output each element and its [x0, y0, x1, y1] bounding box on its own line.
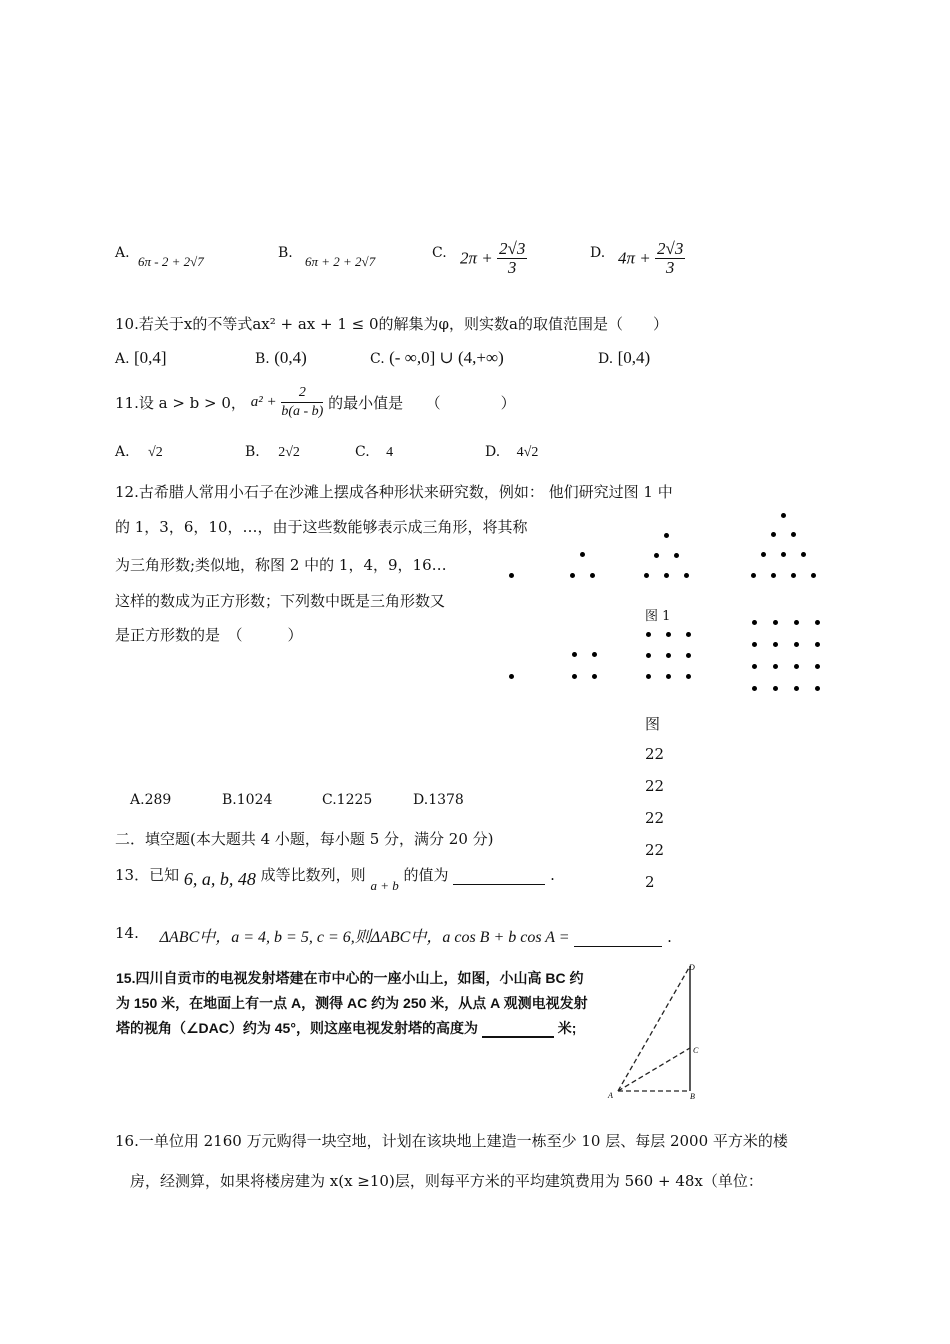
point-c-label: C [693, 1046, 699, 1055]
option-label: D. [413, 792, 429, 808]
option-value: 2√2 [278, 445, 300, 460]
point-d-label: D [689, 963, 695, 972]
stone [572, 652, 577, 657]
expr-lead: 4π + [618, 248, 651, 268]
q12-line-2: 的 1，3，6，10，…，由于这些数能够表示成三角形，将其称 [115, 518, 528, 536]
line-ac [618, 1048, 690, 1091]
stone [773, 686, 778, 691]
option-label: B. [278, 245, 293, 261]
q16-line-2: 房，经测算，如果将楼房建为 x(x ≥10)层，则每平方米的平均建筑费用为 560 + 48x（单位： [130, 1172, 763, 1190]
q12-line-1: 12.古希腊人常用小石子在沙滩上摆成各种形状来研究数，例如： 他们研究过图 1 中 [115, 483, 673, 501]
stone [592, 674, 597, 679]
q13-end: . [550, 866, 555, 884]
q9-option-a-expr: 6π - 2 + 2√7 [138, 254, 204, 269]
option-value: (0,4) [274, 348, 307, 367]
option-value: 1378 [428, 792, 464, 808]
option-label: A. [115, 444, 130, 460]
option-label: C. [322, 792, 337, 808]
stone [646, 674, 651, 679]
q11-option-b [245, 444, 300, 461]
figure-1-label: 图 1 [645, 609, 671, 624]
q15-line-2: 为 150 米，在地面上有一点 A，测得 AC 约为 250 米，从点 A 观测电视发射 [116, 995, 588, 1011]
q15-line-1: 15.四川自贡市的电视发射塔建在市中心的一座小山上，如图，小山高 BC 约 [116, 970, 584, 986]
q11-fraction [281, 384, 323, 421]
option-label: C. [355, 444, 370, 460]
option-value: √2 [148, 445, 163, 460]
stone [771, 532, 776, 537]
q12-line-5: 是正方形数的是 （ ） [115, 626, 303, 644]
stone [644, 573, 649, 578]
stone [811, 573, 816, 578]
q13-sequence: 6, a, b, 48 [183, 869, 256, 889]
section-2-title: 二．填空题(本大题共 4 小题，每小题 5 分，满分 20 分) [115, 830, 494, 848]
q13-answer-blank[interactable] [453, 866, 545, 885]
stone [580, 552, 585, 557]
stone [773, 620, 778, 625]
fraction [655, 240, 685, 277]
stone [646, 653, 651, 658]
q9-option-a [115, 243, 130, 261]
stone [761, 552, 766, 557]
stone [794, 686, 799, 691]
q11-prefix: 11.设 a > b > 0， [115, 394, 246, 412]
figure-2-label-line: 22 [645, 745, 665, 763]
fraction-numerator: 2√3 [657, 239, 684, 258]
fraction-denominator: 3 [665, 258, 675, 277]
stone [815, 686, 820, 691]
q14-end: . [667, 928, 672, 946]
q9-option-c [432, 243, 447, 261]
option-value: [0,4) [617, 348, 651, 367]
option-label: A. [115, 245, 130, 261]
stone [752, 686, 757, 691]
option-label: B. [255, 351, 270, 367]
q12-option-c [322, 792, 372, 808]
stone [686, 632, 691, 637]
option-label: D. [590, 245, 606, 261]
q14-text: ΔABC中，a = 4, b = 5, c = 6,则ΔABC中，a cos B + b cos A = [159, 929, 570, 946]
option-value: (- ∞,0] ∪ (4,+∞) [389, 348, 504, 367]
option-label: B. [222, 792, 237, 808]
q11-option-a [115, 444, 163, 461]
q10-option-c [370, 348, 504, 368]
stone [752, 664, 757, 669]
fraction-numerator: 2√3 [499, 239, 526, 258]
stone [794, 642, 799, 647]
stone [646, 632, 651, 637]
fraction-numerator: 2 [281, 384, 323, 403]
option-value: 4√2 [516, 445, 539, 460]
q14-number: 14. [115, 924, 139, 942]
q15-unit: 米; [557, 1020, 577, 1036]
q10-stem: 10.若关于x的不等式ax² + ax + 1 ≤ 0的解集为φ，则实数a的取值范围是（ ） [115, 315, 668, 333]
stone [666, 632, 671, 637]
option-label: B. [245, 444, 260, 460]
q13-mid: 成等比数列，则 [260, 866, 366, 884]
q10-option-d [598, 348, 650, 368]
stone [752, 642, 757, 647]
stone [572, 674, 577, 679]
q12-option-a [130, 792, 171, 808]
fraction [497, 240, 527, 277]
stone [815, 642, 820, 647]
stone [781, 552, 786, 557]
q9-option-b-expr: 6π + 2 + 2√7 [305, 254, 376, 269]
q14 [115, 924, 672, 947]
stone [509, 573, 514, 578]
stone [666, 674, 671, 679]
point-a-label: A [608, 1091, 613, 1100]
option-label: C. [370, 351, 385, 367]
option-value: 4 [386, 445, 394, 460]
stone [570, 573, 575, 578]
stone [654, 553, 659, 558]
q9-option-d-expr [618, 240, 685, 277]
figure-2-label-line: 22 [645, 841, 665, 859]
fraction-denominator: 3 [507, 258, 517, 277]
stone [781, 513, 786, 518]
stone [801, 552, 806, 557]
option-value: 1225 [336, 792, 373, 808]
q11-suffix: 的最小值是 （ ） [328, 394, 516, 412]
q10-option-a [115, 348, 167, 368]
q11-option-d [485, 444, 538, 461]
q12-option-b [222, 792, 272, 808]
q11-expr-lead: a² + [250, 394, 277, 410]
stone [815, 620, 820, 625]
stone [686, 653, 691, 658]
fraction-denominator: b(a - b) [281, 404, 324, 419]
q14-answer-blank[interactable] [574, 928, 662, 947]
figure-2-label-line: 图 [645, 715, 661, 733]
option-label: C. [432, 245, 447, 261]
point-b-label: B [690, 1092, 695, 1101]
q12-line-4: 这样的数成为正方形数；下列数中既是三角形数又 [115, 592, 446, 610]
figure-2-label-line: 22 [645, 809, 665, 827]
stone [752, 620, 757, 625]
stone [666, 653, 671, 658]
stone [791, 573, 796, 578]
q13-prefix: 13．已知 [115, 866, 180, 884]
q13 [115, 864, 555, 893]
option-label: D. [598, 351, 614, 367]
stone [509, 674, 514, 679]
q15-line-3 [116, 1018, 576, 1038]
figure-2-label-line: 2 [645, 873, 655, 891]
q9-option-c-expr [460, 240, 527, 277]
stone [674, 553, 679, 558]
stone [794, 620, 799, 625]
stone [773, 664, 778, 669]
stone [664, 533, 669, 538]
q9-option-b [278, 243, 293, 261]
option-label: A. [130, 792, 145, 808]
line-ad [618, 966, 690, 1091]
figure-2-label-line: 22 [645, 777, 665, 795]
q13-expr: a + b [370, 878, 399, 893]
stone [773, 642, 778, 647]
option-value: [0,4] [134, 348, 167, 367]
stone [771, 573, 776, 578]
q12-line-3: 为三角形数;类似地，称图 2 中的 1，4，9，16… [115, 556, 447, 574]
q10-option-b [255, 348, 307, 368]
q11-option-c [355, 444, 393, 461]
stone [815, 664, 820, 669]
q9-option-d [590, 243, 605, 261]
stone [664, 573, 669, 578]
stone [590, 573, 595, 578]
stone [592, 652, 597, 657]
stone [791, 532, 796, 537]
stone [684, 573, 689, 578]
q15-answer-blank[interactable] [482, 1020, 554, 1038]
q11-stem [115, 384, 516, 421]
stone [794, 664, 799, 669]
q13-suffix: 的值为 [403, 866, 449, 884]
q15-tower-figure [600, 958, 710, 1104]
option-value: 1024 [236, 792, 273, 808]
option-label: D. [485, 444, 501, 460]
q12-option-d [413, 792, 464, 808]
q15-line-3-text: 塔的视角（∠DAC）约为 45°，则这座电视发射塔的高度为 [116, 1020, 478, 1036]
option-value: 289 [144, 792, 172, 808]
option-label: A. [115, 351, 130, 367]
stone [686, 674, 691, 679]
q16-line-1: 16.一单位用 2160 万元购得一块空地，计划在该块地上建造一栋至少 10 层、每层 2000 平方米的楼 [115, 1132, 788, 1150]
expr-lead: 2π + [460, 248, 493, 268]
stone [751, 573, 756, 578]
